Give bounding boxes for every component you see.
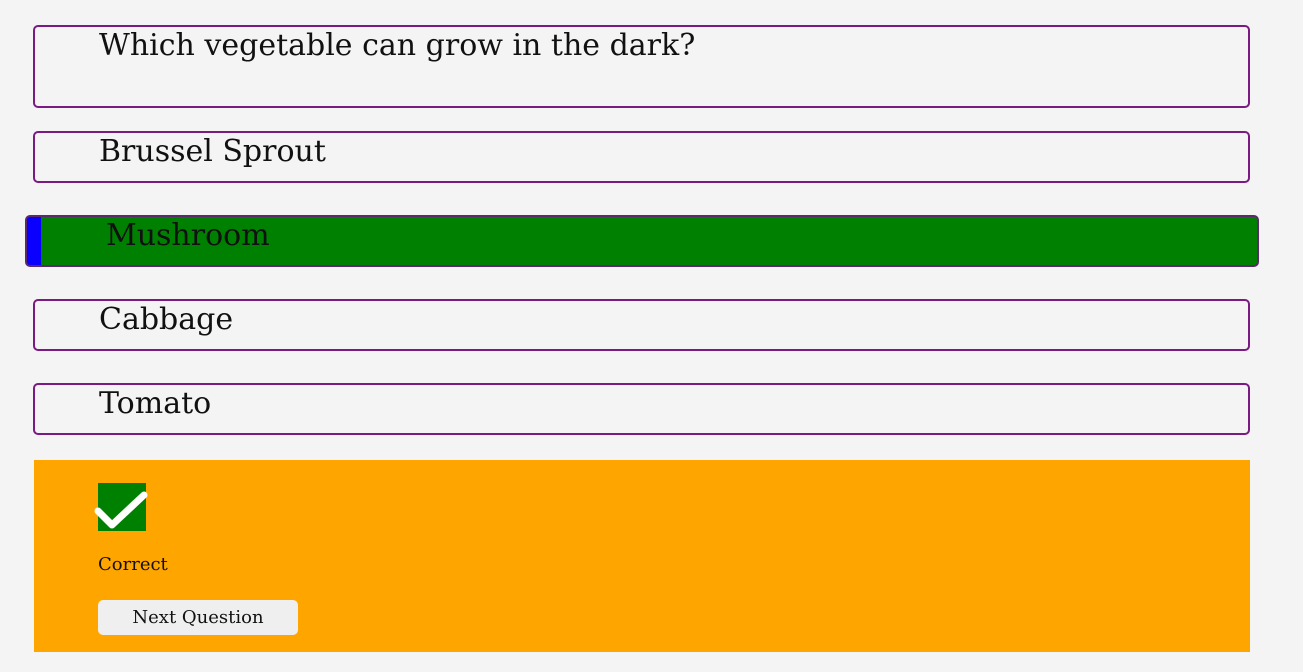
question-text: Which vegetable can grow in the dark? xyxy=(99,28,696,63)
answer-option-label: Mushroom xyxy=(106,218,270,253)
answer-option-label: Brussel Sprout xyxy=(99,134,326,169)
selected-indicator xyxy=(27,217,41,265)
answer-option-cabbage[interactable] xyxy=(33,299,1250,351)
answer-option-brussel-sprout[interactable] xyxy=(33,131,1250,183)
checkmark-icon xyxy=(98,483,146,531)
question-box xyxy=(33,25,1250,108)
answer-option-label: Cabbage xyxy=(99,302,234,337)
next-question-button[interactable]: Next Question xyxy=(98,600,298,635)
answer-option-label: Tomato xyxy=(99,386,212,421)
answer-option-mushroom-selected[interactable] xyxy=(25,215,1259,267)
answer-option-tomato[interactable] xyxy=(33,383,1250,435)
result-status-text: Correct xyxy=(98,554,168,575)
feedback-panel xyxy=(34,460,1250,652)
